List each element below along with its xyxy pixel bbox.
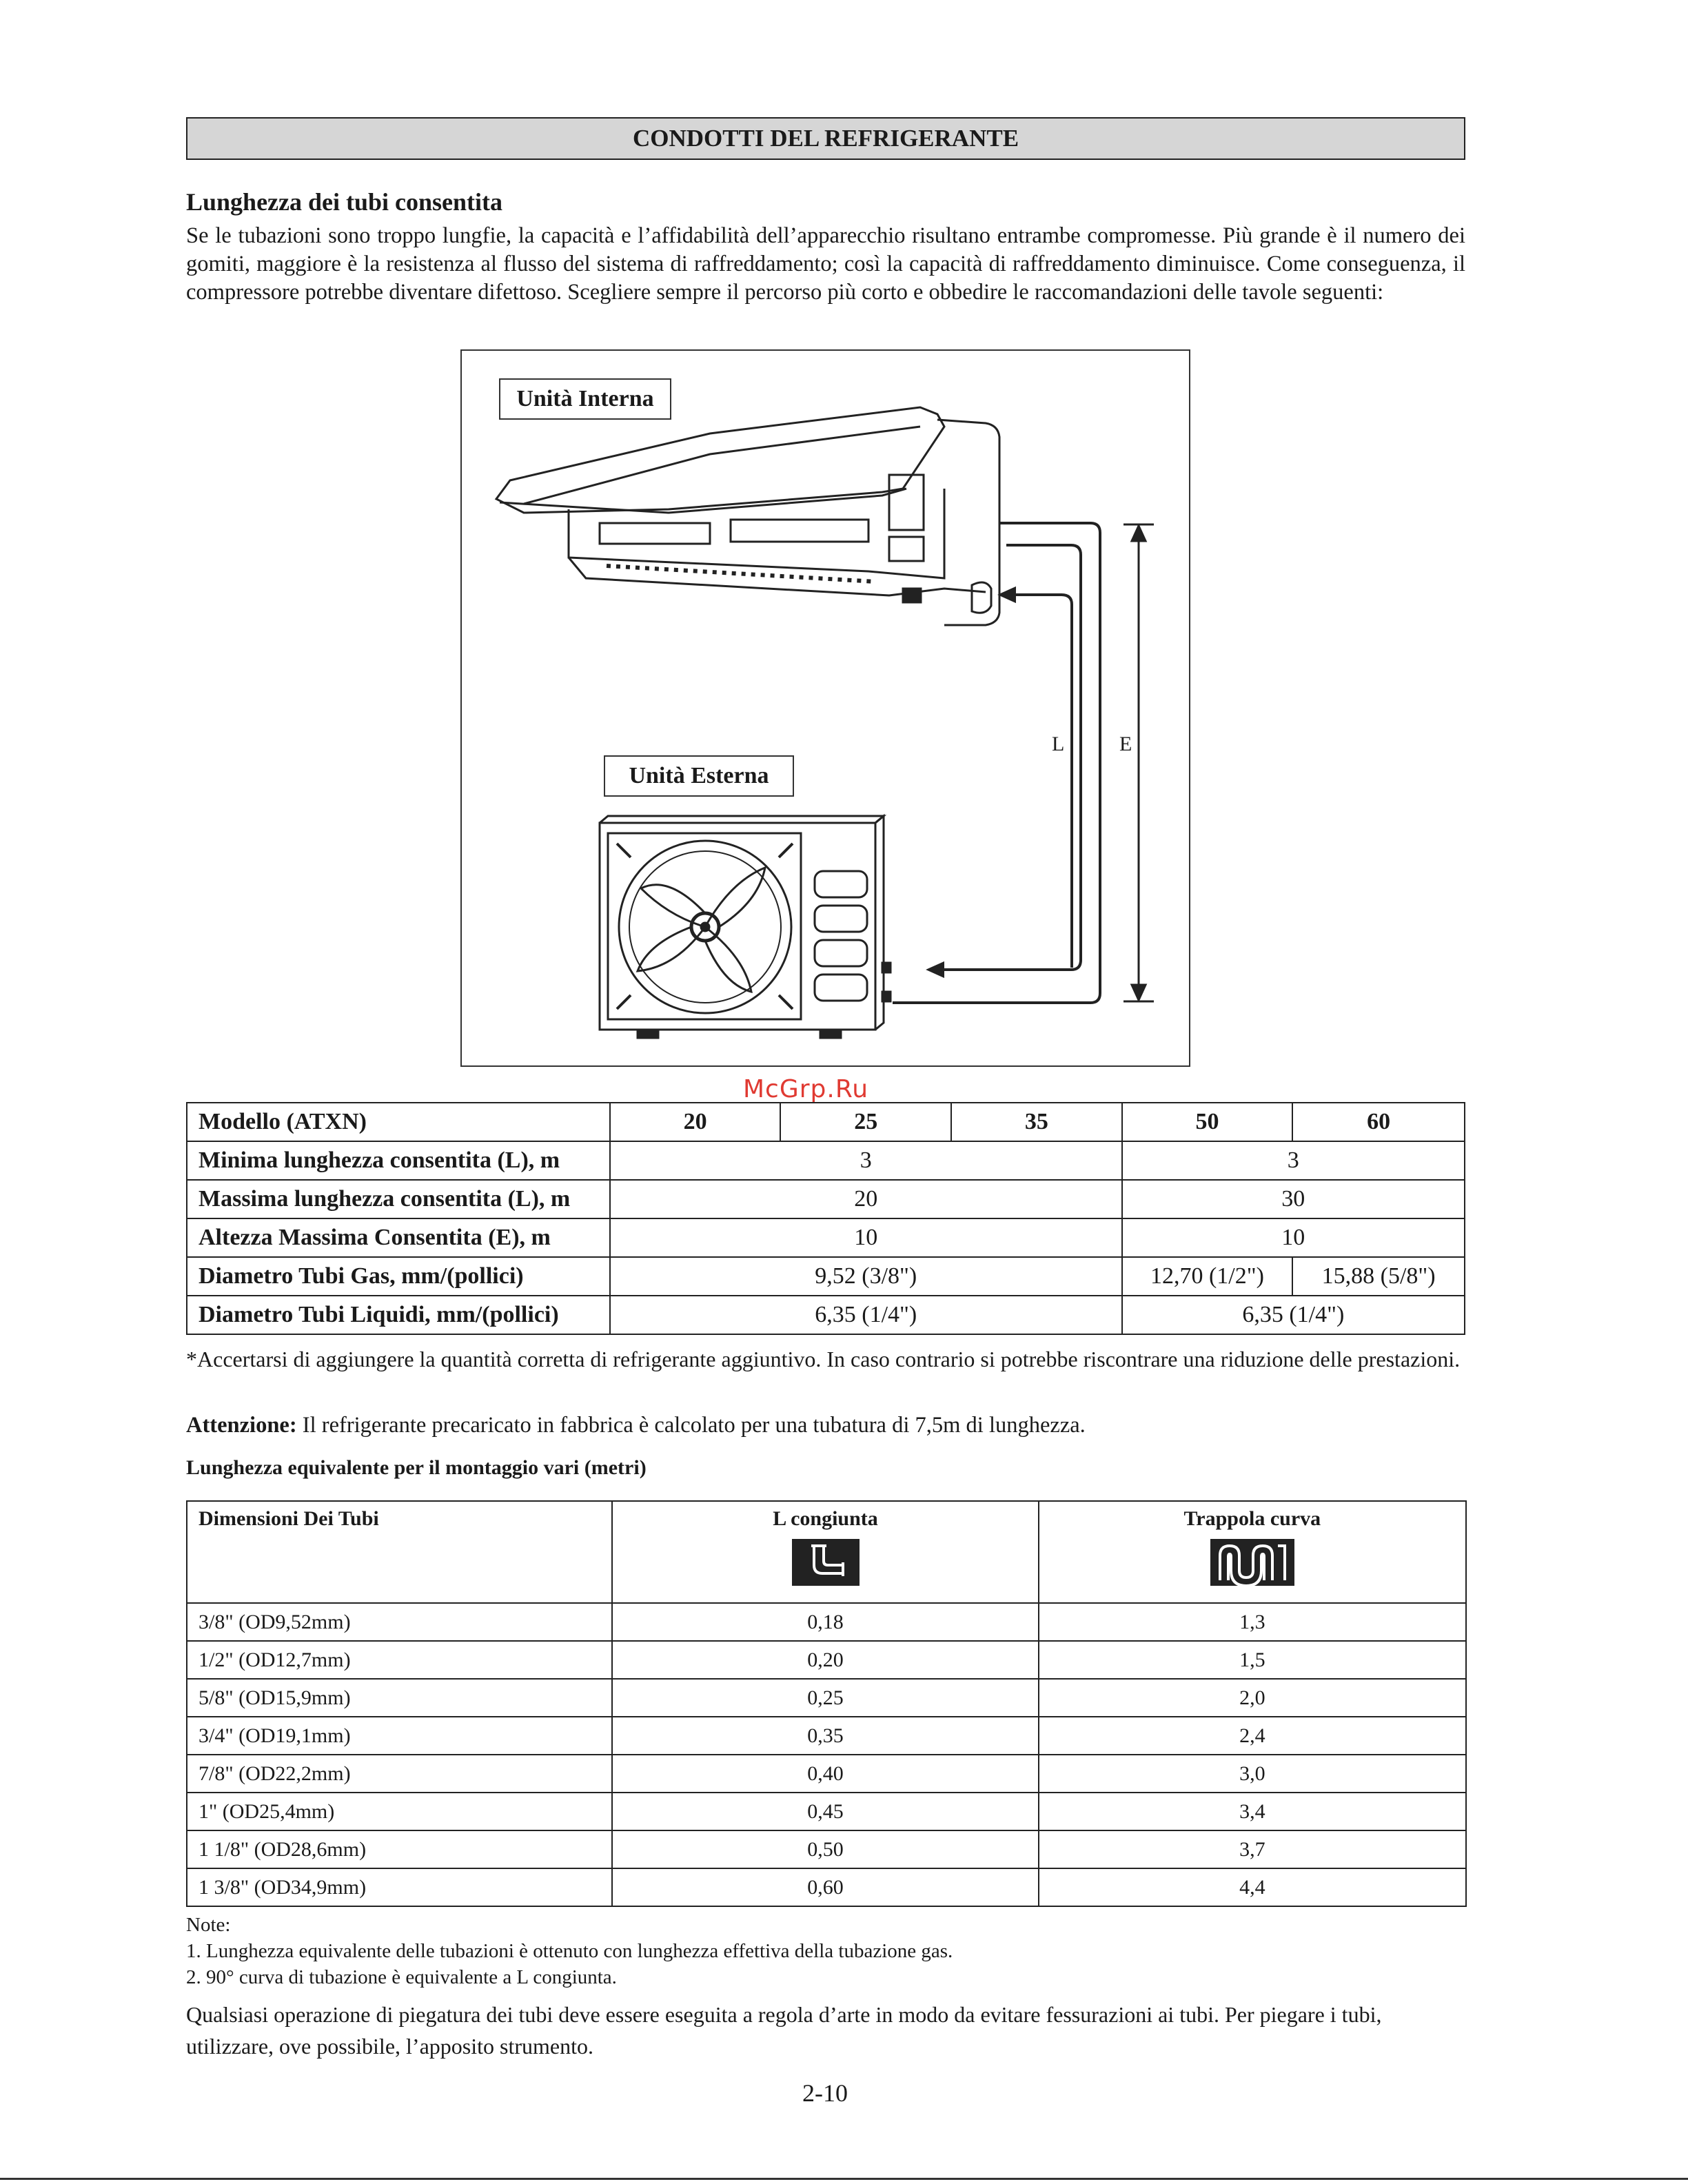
trap-bend-header-label: Trappola curva xyxy=(1183,1507,1321,1530)
table-cell: 10 xyxy=(1122,1218,1465,1257)
intro-paragraph: Se le tubazioni sono troppo lungfie, la capacità e l’affidabilità dell’apparecchio risultano entrambe compromesse. Più grande è il numero dei gomiti, maggiore è la resistenza al flusso del sistema di raffreddamento; così la capacità di raffreddamento diminuisce. Come conseguenza, il compressore potrebbe diventare difettoso. Scegliere sempre il percorso più corto e obbedire le raccomandazioni delle tavole seguenti: xyxy=(186,223,1465,305)
table-row xyxy=(187,1868,1466,1906)
page-number: 2-10 xyxy=(802,2079,848,2107)
notes-block xyxy=(186,1912,953,1990)
trap-bend-cell: 2,4 xyxy=(1039,1717,1466,1755)
table-row xyxy=(187,1141,1465,1180)
pipe-size-cell: 3/8" (OD9,52mm) xyxy=(187,1603,612,1641)
equivalent-length-rows xyxy=(187,1603,1466,1906)
table-cell: 6,35 (1/4") xyxy=(1122,1296,1465,1334)
l-joint-cell: 0,45 xyxy=(612,1793,1038,1830)
note-item: 1. Lunghezza equivalente delle tubazioni è ottenuto con lunghezza effettiva della tubazione gas. xyxy=(186,1940,953,1962)
page-title: CONDOTTI DEL REFRIGERANTE xyxy=(186,117,1465,160)
l-joint-header xyxy=(612,1501,1038,1603)
trap-bend-cell: 4,4 xyxy=(1039,1868,1466,1906)
table-row xyxy=(187,1603,1466,1641)
trap-bend-cell: 2,0 xyxy=(1039,1679,1466,1717)
table-cell: 6,35 (1/4") xyxy=(610,1296,1122,1334)
row-label: Diametro Tubi Liquidi, mm/(pollici) xyxy=(187,1296,610,1334)
model-50: 50 xyxy=(1122,1103,1293,1141)
equivalent-length-heading: Lunghezza equivalente per il montaggio vari (metri) xyxy=(186,1456,647,1479)
pipe-size-cell: 1" (OD25,4mm) xyxy=(187,1793,612,1830)
height-label: E xyxy=(1119,733,1132,755)
table-cell: 9,52 (3/8") xyxy=(610,1257,1122,1296)
table-cell: 3 xyxy=(610,1141,1122,1180)
watermark: McGrp.Ru xyxy=(743,1075,869,1103)
trap-bend-icon xyxy=(1210,1539,1294,1591)
note-item: 2. 90° curva di tubazione è equivalente a L congiunta. xyxy=(186,1966,617,1988)
trap-bend-cell: 3,4 xyxy=(1039,1793,1466,1830)
row-label: Minima lunghezza consentita (L), m xyxy=(187,1141,610,1180)
l-joint-cell: 0,50 xyxy=(612,1830,1038,1868)
trap-bend-cell: 1,5 xyxy=(1039,1641,1466,1679)
row-label: Altezza Massima Consentita (E), m xyxy=(187,1218,610,1257)
model-20: 20 xyxy=(610,1103,781,1141)
outdoor-unit-illustration xyxy=(600,816,891,1038)
table-row xyxy=(187,1257,1465,1296)
table-header-row xyxy=(187,1501,1466,1603)
pipe-size-header: Dimensioni Dei Tubi xyxy=(187,1501,612,1603)
row-label: Diametro Tubi Gas, mm/(pollici) xyxy=(187,1257,610,1296)
l-joint-cell: 0,35 xyxy=(612,1717,1038,1755)
table-row xyxy=(187,1717,1466,1755)
refrigerant-pipes xyxy=(893,523,1100,1003)
table-row xyxy=(187,1296,1465,1334)
table-row xyxy=(187,1793,1466,1830)
l-joint-cell: 0,25 xyxy=(612,1679,1038,1717)
piping-diagram xyxy=(460,349,1190,1067)
row-label: Massima lunghezza consentita (L), m xyxy=(187,1180,610,1218)
table-cell: 20 xyxy=(610,1180,1122,1218)
table-cell: 15,88 (5/8") xyxy=(1292,1257,1465,1296)
table-row xyxy=(187,1830,1466,1868)
height-dimension xyxy=(1123,524,1154,1001)
trap-bend-cell: 1,3 xyxy=(1039,1603,1466,1641)
diagram-drawing xyxy=(462,351,1192,1068)
outdoor-unit-label: Unità Esterna xyxy=(604,755,794,797)
notes-title: Note: xyxy=(186,1914,231,1936)
pipe-length-table xyxy=(186,1102,1465,1335)
pipe-size-cell: 1 1/8" (OD28,6mm) xyxy=(187,1830,612,1868)
pipe-size-cell: 5/8" (OD15,9mm) xyxy=(187,1679,612,1717)
l-joint-header-label: L congiunta xyxy=(773,1507,878,1530)
attention-text: Il refrigerante precaricato in fabbrica è calcolato per una tubatura di 7,5m di lunghezza. xyxy=(296,1413,1086,1438)
table-row xyxy=(187,1679,1466,1717)
table-cell: 3 xyxy=(1122,1141,1465,1180)
trap-bend-cell: 3,0 xyxy=(1039,1755,1466,1793)
l-joint-cell: 0,20 xyxy=(612,1641,1038,1679)
table-row xyxy=(187,1218,1465,1257)
l-joint-cell: 0,40 xyxy=(612,1755,1038,1793)
table-row xyxy=(187,1180,1465,1218)
table-cell: 12,70 (1/2") xyxy=(1122,1257,1293,1296)
indoor-unit-label: Unità Interna xyxy=(499,378,671,420)
page-bottom-rule xyxy=(0,2178,1688,2180)
l-joint-cell: 0,18 xyxy=(612,1603,1038,1641)
pipe-size-cell: 1/2" (OD12,7mm) xyxy=(187,1641,612,1679)
trap-bend-cell: 3,7 xyxy=(1039,1830,1466,1868)
model-header: Modello (ATXN) xyxy=(187,1103,610,1141)
length-label: L xyxy=(1052,733,1065,755)
refrigerant-note: *Accertarsi di aggiungere la quantità corretta di refrigerante aggiuntivo. In caso contrario si potrebbe riscontrare una riduzione delle prestazioni. xyxy=(186,1347,1461,1371)
l-joint-icon xyxy=(792,1539,860,1591)
table-cell: 10 xyxy=(610,1218,1122,1257)
pipe-size-cell: 1 3/8" (OD34,9mm) xyxy=(187,1868,612,1906)
trap-bend-header xyxy=(1039,1501,1466,1603)
model-60: 60 xyxy=(1292,1103,1465,1141)
section-heading: Lunghezza dei tubi consentita xyxy=(186,188,503,216)
table-row xyxy=(187,1641,1466,1679)
table-header-row xyxy=(187,1103,1465,1141)
table-row xyxy=(187,1755,1466,1793)
table-cell: 30 xyxy=(1122,1180,1465,1218)
equivalent-length-table xyxy=(186,1500,1467,1907)
indoor-unit-illustration xyxy=(496,407,999,625)
model-35: 35 xyxy=(951,1103,1122,1141)
model-25: 25 xyxy=(780,1103,951,1141)
pipe-size-cell: 7/8" (OD22,2mm) xyxy=(187,1755,612,1793)
bending-instruction: Qualsiasi operazione di piegatura dei tubi deve essere eseguita a regola d’arte in modo da evitare fessurazioni ai tubi. Per piegare i tubi, utilizzare, ove possibile, l’apposito strumento. xyxy=(186,2002,1382,2059)
l-joint-cell: 0,60 xyxy=(612,1868,1038,1906)
attention-label: Attenzione: xyxy=(186,1413,297,1438)
pipe-size-cell: 3/4" (OD19,1mm) xyxy=(187,1717,612,1755)
attention-note xyxy=(186,1413,1086,1438)
